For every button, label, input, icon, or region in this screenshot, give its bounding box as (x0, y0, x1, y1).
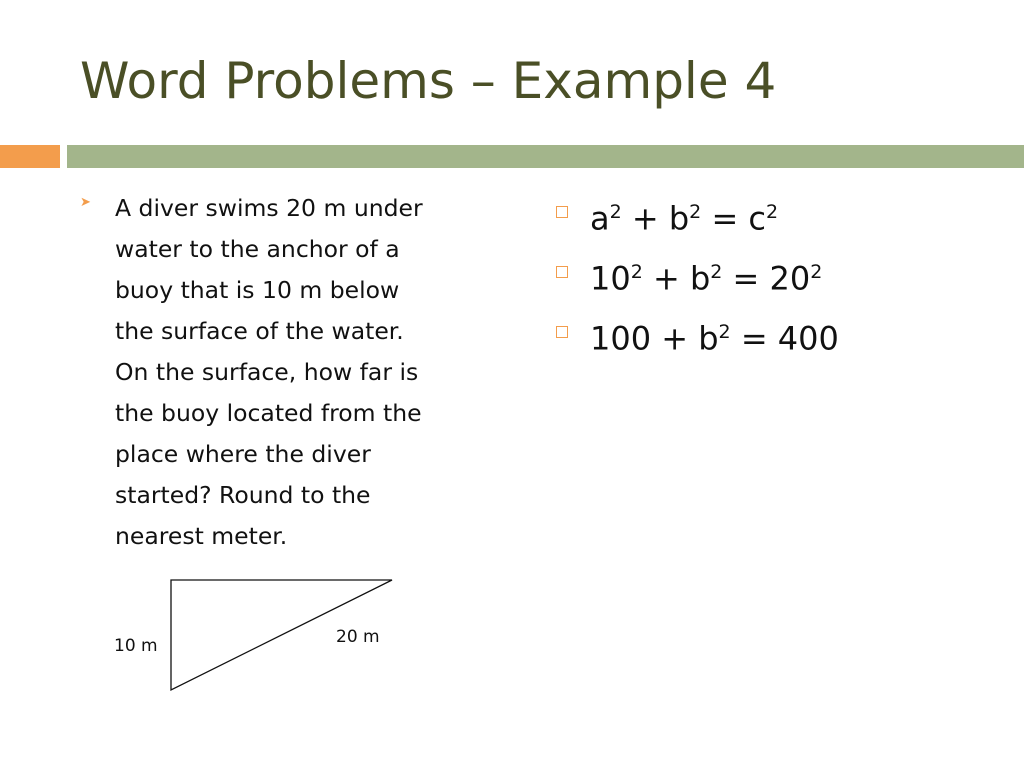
equation-row (556, 250, 996, 310)
problem-line: place where the diver (115, 440, 371, 468)
equation-row (556, 310, 996, 370)
problem-line: buoy that is 10 m below (115, 276, 400, 304)
triangle-svg (100, 560, 420, 710)
equation: $a^2 + b^2 = c^2$ (590, 199, 779, 238)
accent-bar-orange (0, 145, 60, 168)
problem-line: nearest meter. (115, 522, 288, 550)
equation: $10^2 + b^2 = 20^2$ (590, 259, 823, 298)
arrow-bullet-icon: ➤ (80, 195, 91, 210)
problem-line: On the surface, how far is (115, 358, 419, 386)
square-bullet-icon (556, 266, 568, 278)
accent-bar-green (67, 145, 1024, 168)
problem-line: the surface of the water. (115, 317, 404, 345)
problem-line: A diver swims 20 m under (115, 194, 423, 222)
square-bullet-icon (556, 206, 568, 218)
equations-section (556, 190, 996, 370)
side-label: 10 m (114, 636, 158, 656)
square-bullet-icon (556, 326, 568, 338)
hypotenuse-label: 20 m (336, 627, 380, 647)
problem-line: started? Round to the (115, 481, 371, 509)
problem-line: water to the anchor of a (115, 235, 400, 263)
triangle-diagram (100, 560, 420, 710)
equation-row (556, 190, 996, 250)
slide-title: Word Problems – Example 4 (80, 52, 777, 110)
problem-line: the buoy located from the (115, 399, 422, 427)
equation: $100 + b^2 = 400$ (590, 319, 839, 358)
problem-text (115, 188, 475, 557)
